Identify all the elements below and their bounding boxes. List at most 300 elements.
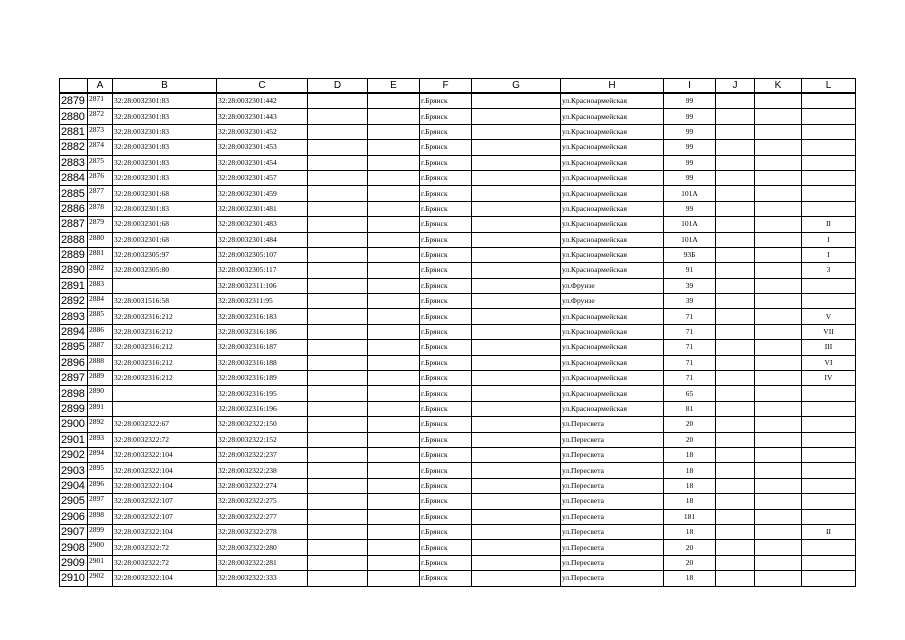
cell-b[interactable]: 32:28:0032322:104 xyxy=(113,463,217,478)
cell-a[interactable]: 2891 xyxy=(88,401,113,416)
cell-a[interactable]: 2898 xyxy=(88,509,113,524)
cell-h[interactable]: ул.Пересвета xyxy=(561,463,664,478)
cell-k[interactable] xyxy=(755,217,802,232)
cell-e[interactable] xyxy=(368,186,420,201)
cell-g[interactable] xyxy=(472,263,561,278)
cell-b[interactable]: 32:28:0032301:83 xyxy=(113,155,217,170)
cell-f[interactable]: г.Брянск xyxy=(420,247,472,262)
cell-k[interactable] xyxy=(755,540,802,555)
row-number-cell[interactable]: 2902 xyxy=(60,447,88,462)
cell-i[interactable]: 18 xyxy=(664,447,716,462)
cell-d[interactable] xyxy=(308,386,368,401)
cell-g[interactable] xyxy=(472,432,561,447)
cell-i[interactable]: 20 xyxy=(664,417,716,432)
cell-e[interactable] xyxy=(368,494,420,509)
cell-i[interactable]: 20 xyxy=(664,432,716,447)
cell-f[interactable]: г.Брянск xyxy=(420,417,472,432)
cell-d[interactable] xyxy=(308,232,368,247)
cell-a[interactable]: 2872 xyxy=(88,109,113,124)
cell-g[interactable] xyxy=(472,447,561,462)
cell-a[interactable]: 2875 xyxy=(88,155,113,170)
cell-h[interactable]: ул.Красноармейская xyxy=(561,155,664,170)
cell-j[interactable] xyxy=(716,355,755,370)
cell-d[interactable] xyxy=(308,263,368,278)
cell-j[interactable] xyxy=(716,186,755,201)
cell-f[interactable]: г.Брянск xyxy=(420,494,472,509)
cell-h[interactable]: ул.Красноармейская xyxy=(561,386,664,401)
cell-i[interactable]: 18 xyxy=(664,478,716,493)
cell-k[interactable] xyxy=(755,109,802,124)
cell-h[interactable]: ул.Пересвета xyxy=(561,494,664,509)
cell-l[interactable] xyxy=(802,509,856,524)
cell-j[interactable] xyxy=(716,463,755,478)
cell-i[interactable]: 93Б xyxy=(664,247,716,262)
cell-d[interactable] xyxy=(308,309,368,324)
cell-l[interactable] xyxy=(802,140,856,155)
cell-e[interactable] xyxy=(368,263,420,278)
cell-c[interactable]: 32:28:0032301:484 xyxy=(217,232,308,247)
cell-h[interactable]: ул.Красноармейская xyxy=(561,247,664,262)
cell-f[interactable]: г.Брянск xyxy=(420,294,472,309)
cell-k[interactable] xyxy=(755,294,802,309)
cell-i[interactable]: 20 xyxy=(664,555,716,570)
cell-l[interactable] xyxy=(802,93,856,109)
cell-b[interactable]: 32:28:0032301:83 xyxy=(113,170,217,185)
cell-h[interactable]: ул.Красноармейская xyxy=(561,340,664,355)
cell-a[interactable]: 2884 xyxy=(88,294,113,309)
cell-d[interactable] xyxy=(308,324,368,339)
cell-c[interactable]: 32:28:0032301:443 xyxy=(217,109,308,124)
row-number-cell[interactable]: 2883 xyxy=(60,155,88,170)
cell-i[interactable]: 101А xyxy=(664,217,716,232)
cell-k[interactable] xyxy=(755,432,802,447)
cell-h[interactable]: ул.Красноармейская xyxy=(561,232,664,247)
cell-d[interactable] xyxy=(308,217,368,232)
cell-l[interactable] xyxy=(802,294,856,309)
cell-i[interactable]: 18 xyxy=(664,571,716,586)
cell-h[interactable]: ул.Фрунзе xyxy=(561,294,664,309)
cell-b[interactable]: 32:28:0032316:212 xyxy=(113,309,217,324)
cell-j[interactable] xyxy=(716,494,755,509)
cell-e[interactable] xyxy=(368,170,420,185)
cell-b[interactable]: 32:28:0032322:72 xyxy=(113,555,217,570)
cell-g[interactable] xyxy=(472,294,561,309)
cell-b[interactable]: 32:28:0032322:72 xyxy=(113,540,217,555)
cell-i[interactable]: 71 xyxy=(664,371,716,386)
cell-a[interactable]: 2883 xyxy=(88,278,113,293)
cell-f[interactable]: г.Брянск xyxy=(420,432,472,447)
cell-j[interactable] xyxy=(716,217,755,232)
cell-g[interactable] xyxy=(472,232,561,247)
cell-b[interactable]: 32:28:0032301:83 xyxy=(113,201,217,216)
cell-d[interactable] xyxy=(308,463,368,478)
cell-d[interactable] xyxy=(308,186,368,201)
cell-e[interactable] xyxy=(368,478,420,493)
cell-a[interactable]: 2893 xyxy=(88,432,113,447)
cell-f[interactable]: г.Брянск xyxy=(420,386,472,401)
cell-b[interactable]: 32:28:0032301:83 xyxy=(113,140,217,155)
cell-g[interactable] xyxy=(472,247,561,262)
cell-f[interactable]: г.Брянск xyxy=(420,93,472,109)
cell-l[interactable] xyxy=(802,170,856,185)
cell-c[interactable]: 32:28:0032316:189 xyxy=(217,371,308,386)
cell-j[interactable] xyxy=(716,170,755,185)
cell-c[interactable]: 32:28:0032322:278 xyxy=(217,524,308,539)
cell-f[interactable]: г.Брянск xyxy=(420,555,472,570)
cell-b[interactable] xyxy=(113,386,217,401)
cell-g[interactable] xyxy=(472,401,561,416)
cell-i[interactable]: 99 xyxy=(664,93,716,109)
cell-j[interactable] xyxy=(716,278,755,293)
cell-a[interactable]: 2895 xyxy=(88,463,113,478)
cell-b[interactable]: 32:28:0032322:104 xyxy=(113,524,217,539)
cell-d[interactable] xyxy=(308,278,368,293)
cell-j[interactable] xyxy=(716,540,755,555)
cell-f[interactable]: г.Брянск xyxy=(420,278,472,293)
cell-j[interactable] xyxy=(716,524,755,539)
cell-a[interactable]: 2902 xyxy=(88,571,113,586)
cell-a[interactable]: 2901 xyxy=(88,555,113,570)
cell-b[interactable]: 32:28:0032305:80 xyxy=(113,263,217,278)
cell-h[interactable]: ул.Пересвета xyxy=(561,432,664,447)
cell-j[interactable] xyxy=(716,447,755,462)
cell-f[interactable]: г.Брянск xyxy=(420,401,472,416)
cell-e[interactable] xyxy=(368,463,420,478)
cell-b[interactable]: 32:28:0032301:68 xyxy=(113,232,217,247)
row-number-cell[interactable]: 2898 xyxy=(60,386,88,401)
cell-j[interactable] xyxy=(716,109,755,124)
cell-l[interactable] xyxy=(802,494,856,509)
cell-e[interactable] xyxy=(368,355,420,370)
cell-h[interactable]: ул.Красноармейская xyxy=(561,186,664,201)
cell-k[interactable] xyxy=(755,155,802,170)
row-number-cell[interactable]: 2909 xyxy=(60,555,88,570)
row-number-cell[interactable]: 2879 xyxy=(60,93,88,109)
cell-c[interactable]: 32:28:0032301:459 xyxy=(217,186,308,201)
cell-k[interactable] xyxy=(755,263,802,278)
cell-f[interactable]: г.Брянск xyxy=(420,109,472,124)
cell-d[interactable] xyxy=(308,494,368,509)
cell-i[interactable]: 39 xyxy=(664,278,716,293)
cell-l[interactable] xyxy=(802,571,856,586)
cell-c[interactable]: 32:28:0032311:95 xyxy=(217,294,308,309)
cell-d[interactable] xyxy=(308,478,368,493)
cell-f[interactable]: г.Брянск xyxy=(420,371,472,386)
cell-g[interactable] xyxy=(472,509,561,524)
cell-g[interactable] xyxy=(472,309,561,324)
cell-f[interactable]: г.Брянск xyxy=(420,186,472,201)
cell-l[interactable] xyxy=(802,124,856,139)
cell-l[interactable]: VII xyxy=(802,324,856,339)
cell-l[interactable]: 3 xyxy=(802,263,856,278)
cell-d[interactable] xyxy=(308,555,368,570)
cell-e[interactable] xyxy=(368,509,420,524)
cell-b[interactable]: 32:28:0032322:72 xyxy=(113,432,217,447)
cell-d[interactable] xyxy=(308,124,368,139)
cell-k[interactable] xyxy=(755,186,802,201)
cell-a[interactable]: 2899 xyxy=(88,524,113,539)
cell-a[interactable]: 2882 xyxy=(88,263,113,278)
column-header-f[interactable]: F xyxy=(420,79,472,94)
cell-j[interactable] xyxy=(716,555,755,570)
cell-f[interactable]: г.Брянск xyxy=(420,355,472,370)
cell-j[interactable] xyxy=(716,432,755,447)
cell-j[interactable] xyxy=(716,93,755,109)
cell-d[interactable] xyxy=(308,201,368,216)
cell-f[interactable]: г.Брянск xyxy=(420,478,472,493)
cell-g[interactable] xyxy=(472,155,561,170)
cell-d[interactable] xyxy=(308,401,368,416)
cell-k[interactable] xyxy=(755,447,802,462)
cell-a[interactable]: 2871 xyxy=(88,93,113,109)
cell-c[interactable]: 32:28:0032305:117 xyxy=(217,263,308,278)
cell-d[interactable] xyxy=(308,355,368,370)
row-number-cell[interactable]: 2880 xyxy=(60,109,88,124)
cell-h[interactable]: ул.Красноармейская xyxy=(561,309,664,324)
cell-f[interactable]: г.Брянск xyxy=(420,309,472,324)
row-number-cell[interactable]: 2895 xyxy=(60,340,88,355)
row-number-cell[interactable]: 2892 xyxy=(60,294,88,309)
cell-f[interactable]: г.Брянск xyxy=(420,263,472,278)
cell-k[interactable] xyxy=(755,247,802,262)
cell-h[interactable]: ул.Красноармейская xyxy=(561,93,664,109)
cell-c[interactable]: 32:28:0032301:452 xyxy=(217,124,308,139)
cell-g[interactable] xyxy=(472,217,561,232)
cell-l[interactable] xyxy=(802,201,856,216)
cell-g[interactable] xyxy=(472,201,561,216)
cell-k[interactable] xyxy=(755,571,802,586)
cell-l[interactable] xyxy=(802,386,856,401)
cell-b[interactable]: 32:28:0031516:58 xyxy=(113,294,217,309)
cell-d[interactable] xyxy=(308,294,368,309)
row-number-cell[interactable]: 2903 xyxy=(60,463,88,478)
row-number-cell[interactable]: 2896 xyxy=(60,355,88,370)
row-number-cell[interactable]: 2908 xyxy=(60,540,88,555)
cell-i[interactable]: 91 xyxy=(664,263,716,278)
cell-f[interactable]: г.Брянск xyxy=(420,340,472,355)
cell-g[interactable] xyxy=(472,494,561,509)
cell-e[interactable] xyxy=(368,417,420,432)
cell-b[interactable]: 32:28:0032301:68 xyxy=(113,186,217,201)
row-number-cell[interactable]: 2888 xyxy=(60,232,88,247)
column-header-c[interactable]: C xyxy=(217,79,308,94)
cell-j[interactable] xyxy=(716,140,755,155)
cell-a[interactable]: 2880 xyxy=(88,232,113,247)
cell-f[interactable]: г.Брянск xyxy=(420,232,472,247)
cell-h[interactable]: ул.Красноармейская xyxy=(561,324,664,339)
cell-e[interactable] xyxy=(368,401,420,416)
row-number-cell[interactable]: 2882 xyxy=(60,140,88,155)
cell-j[interactable] xyxy=(716,124,755,139)
cell-g[interactable] xyxy=(472,417,561,432)
cell-l[interactable] xyxy=(802,155,856,170)
cell-h[interactable]: ул.Красноармейская xyxy=(561,263,664,278)
cell-e[interactable] xyxy=(368,247,420,262)
cell-f[interactable]: г.Брянск xyxy=(420,170,472,185)
cell-k[interactable] xyxy=(755,278,802,293)
column-header-d[interactable]: D xyxy=(308,79,368,94)
cell-l[interactable]: II xyxy=(802,524,856,539)
cell-c[interactable]: 32:28:0032322:281 xyxy=(217,555,308,570)
cell-c[interactable]: 32:28:0032322:280 xyxy=(217,540,308,555)
cell-e[interactable] xyxy=(368,140,420,155)
cell-c[interactable]: 32:28:0032322:277 xyxy=(217,509,308,524)
cell-b[interactable]: 32:28:0032322:104 xyxy=(113,571,217,586)
cell-i[interactable]: 99 xyxy=(664,155,716,170)
row-number-cell[interactable]: 2893 xyxy=(60,309,88,324)
cell-i[interactable]: 65 xyxy=(664,386,716,401)
cell-l[interactable] xyxy=(802,417,856,432)
cell-c[interactable]: 32:28:0032301:457 xyxy=(217,170,308,185)
cell-l[interactable]: I xyxy=(802,247,856,262)
cell-c[interactable]: 32:28:0032322:238 xyxy=(217,463,308,478)
cell-f[interactable]: г.Брянск xyxy=(420,571,472,586)
cell-g[interactable] xyxy=(472,140,561,155)
cell-f[interactable]: г.Брянск xyxy=(420,524,472,539)
cell-c[interactable]: 32:28:0032322:150 xyxy=(217,417,308,432)
row-number-cell[interactable]: 2891 xyxy=(60,278,88,293)
cell-a[interactable]: 2877 xyxy=(88,186,113,201)
cell-d[interactable] xyxy=(308,140,368,155)
cell-b[interactable]: 32:28:0032301:68 xyxy=(113,217,217,232)
cell-f[interactable]: г.Брянск xyxy=(420,201,472,216)
cell-d[interactable] xyxy=(308,571,368,586)
row-number-cell[interactable]: 2905 xyxy=(60,494,88,509)
cell-l[interactable]: IV xyxy=(802,371,856,386)
cell-k[interactable] xyxy=(755,386,802,401)
row-number-cell[interactable]: 2887 xyxy=(60,217,88,232)
cell-l[interactable] xyxy=(802,401,856,416)
cell-e[interactable] xyxy=(368,232,420,247)
cell-j[interactable] xyxy=(716,309,755,324)
cell-k[interactable] xyxy=(755,124,802,139)
cell-j[interactable] xyxy=(716,263,755,278)
cell-g[interactable] xyxy=(472,463,561,478)
cell-k[interactable] xyxy=(755,324,802,339)
cell-b[interactable]: 32:28:0032316:212 xyxy=(113,324,217,339)
cell-i[interactable]: 99 xyxy=(664,170,716,185)
cell-j[interactable] xyxy=(716,571,755,586)
cell-b[interactable]: 32:28:0032301:83 xyxy=(113,109,217,124)
cell-h[interactable]: ул.Пересвета xyxy=(561,417,664,432)
cell-e[interactable] xyxy=(368,309,420,324)
cell-k[interactable] xyxy=(755,524,802,539)
corner-header-cell[interactable] xyxy=(60,79,88,94)
cell-l[interactable]: VI xyxy=(802,355,856,370)
cell-b[interactable]: 32:28:0032322:67 xyxy=(113,417,217,432)
cell-e[interactable] xyxy=(368,109,420,124)
cell-k[interactable] xyxy=(755,401,802,416)
cell-e[interactable] xyxy=(368,201,420,216)
cell-i[interactable]: 101А xyxy=(664,186,716,201)
cell-g[interactable] xyxy=(472,170,561,185)
cell-i[interactable]: 71 xyxy=(664,355,716,370)
cell-g[interactable] xyxy=(472,109,561,124)
cell-i[interactable]: 18 xyxy=(664,463,716,478)
cell-h[interactable]: ул.Пересвета xyxy=(561,447,664,462)
cell-c[interactable]: 32:28:0032322:274 xyxy=(217,478,308,493)
cell-g[interactable] xyxy=(472,571,561,586)
cell-b[interactable]: 32:28:0032301:83 xyxy=(113,93,217,109)
cell-f[interactable]: г.Брянск xyxy=(420,217,472,232)
cell-b[interactable]: 32:28:0032316:212 xyxy=(113,371,217,386)
cell-g[interactable] xyxy=(472,478,561,493)
cell-a[interactable]: 2894 xyxy=(88,447,113,462)
cell-c[interactable]: 32:28:0032316:183 xyxy=(217,309,308,324)
cell-c[interactable]: 32:28:0032316:187 xyxy=(217,340,308,355)
cell-j[interactable] xyxy=(716,478,755,493)
cell-g[interactable] xyxy=(472,278,561,293)
cell-a[interactable]: 2888 xyxy=(88,355,113,370)
cell-d[interactable] xyxy=(308,371,368,386)
cell-f[interactable]: г.Брянск xyxy=(420,155,472,170)
cell-i[interactable]: 81 xyxy=(664,401,716,416)
cell-l[interactable] xyxy=(802,447,856,462)
cell-i[interactable]: 181 xyxy=(664,509,716,524)
cell-a[interactable]: 2889 xyxy=(88,371,113,386)
cell-d[interactable] xyxy=(308,524,368,539)
row-number-cell[interactable]: 2900 xyxy=(60,417,88,432)
cell-d[interactable] xyxy=(308,447,368,462)
cell-l[interactable] xyxy=(802,432,856,447)
cell-j[interactable] xyxy=(716,340,755,355)
row-number-cell[interactable]: 2889 xyxy=(60,247,88,262)
cell-l[interactable] xyxy=(802,109,856,124)
cell-c[interactable]: 32:28:0032301:483 xyxy=(217,217,308,232)
cell-g[interactable] xyxy=(472,555,561,570)
cell-a[interactable]: 2876 xyxy=(88,170,113,185)
row-number-cell[interactable]: 2886 xyxy=(60,201,88,216)
cell-d[interactable] xyxy=(308,170,368,185)
row-number-cell[interactable]: 2910 xyxy=(60,571,88,586)
column-header-a[interactable]: A xyxy=(88,79,113,94)
row-number-cell[interactable]: 2897 xyxy=(60,371,88,386)
cell-h[interactable]: ул.Пересвета xyxy=(561,509,664,524)
cell-b[interactable]: 32:28:0032322:104 xyxy=(113,447,217,462)
cell-k[interactable] xyxy=(755,140,802,155)
cell-f[interactable]: г.Брянск xyxy=(420,324,472,339)
row-number-cell[interactable]: 2904 xyxy=(60,478,88,493)
cell-a[interactable]: 2900 xyxy=(88,540,113,555)
cell-b[interactable]: 32:28:0032316:212 xyxy=(113,355,217,370)
cell-c[interactable]: 32:28:0032301:453 xyxy=(217,140,308,155)
cell-c[interactable]: 32:28:0032322:275 xyxy=(217,494,308,509)
cell-d[interactable] xyxy=(308,93,368,109)
cell-c[interactable]: 32:28:0032322:237 xyxy=(217,447,308,462)
cell-l[interactable] xyxy=(802,540,856,555)
cell-l[interactable]: I xyxy=(802,232,856,247)
cell-h[interactable]: ул.Пересвета xyxy=(561,524,664,539)
cell-b[interactable]: 32:28:0032316:212 xyxy=(113,340,217,355)
cell-d[interactable] xyxy=(308,109,368,124)
cell-k[interactable] xyxy=(755,340,802,355)
cell-i[interactable]: 20 xyxy=(664,540,716,555)
cell-i[interactable]: 99 xyxy=(664,201,716,216)
cell-j[interactable] xyxy=(716,247,755,262)
cell-g[interactable] xyxy=(472,186,561,201)
cell-c[interactable]: 32:28:0032301:481 xyxy=(217,201,308,216)
cell-i[interactable]: 71 xyxy=(664,309,716,324)
cell-g[interactable] xyxy=(472,124,561,139)
cell-h[interactable]: ул.Пересвета xyxy=(561,478,664,493)
cell-h[interactable]: ул.Красноармейская xyxy=(561,109,664,124)
cell-l[interactable]: V xyxy=(802,309,856,324)
cell-i[interactable]: 71 xyxy=(664,324,716,339)
column-header-k[interactable]: K xyxy=(755,79,802,94)
cell-e[interactable] xyxy=(368,524,420,539)
cell-d[interactable] xyxy=(308,509,368,524)
cell-a[interactable]: 2896 xyxy=(88,478,113,493)
